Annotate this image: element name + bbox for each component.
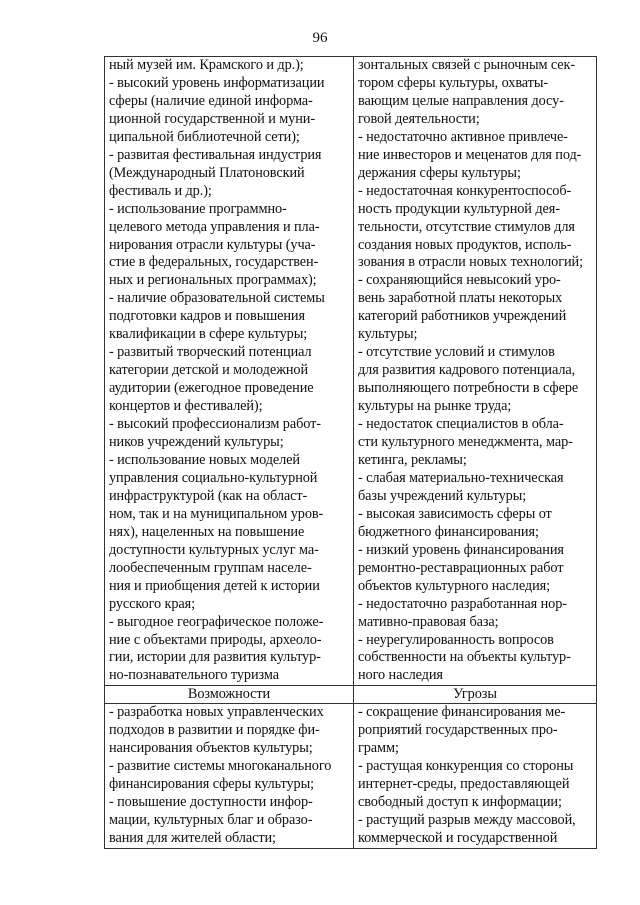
opportunities-header: Возможности [105,686,354,704]
text-line: ность продукции культурной дея- [358,200,560,217]
text-line: стие в федеральных, государствен- [109,254,319,271]
text-line: мации, культурных благ и образо- [109,812,313,829]
text-line: выполняющего потребности в сфере [358,380,579,397]
text-line: - высокий профессионализм работ- [109,416,321,433]
text-line: ного наследия [358,667,443,684]
text-line: подготовки кадров и повышения [109,308,305,325]
text-line: - отсутствие условий и стимулов [358,344,555,361]
text-line: кетинга, рекламы; [358,451,467,468]
threats-header: Угрозы [354,686,597,704]
text-line: для развития кадрового потенциала, [358,362,576,379]
text-line: - выгодное географическое положе- [109,613,324,630]
text-line: - повышение доступности инфор- [109,794,313,811]
text-line: - растущий разрыв между массовой, [358,812,576,829]
text-line: квалификации в сфере культуры; [109,326,308,343]
text-line: - высокий уровень информатизации [109,74,325,91]
text-line: нирования отрасли культуры (уча- [109,236,316,253]
text-line: - низкий уровень финансирования [358,541,564,558]
text-line: сферы (наличие единой информа- [109,92,313,109]
text-line: категории детской и молодежной [109,362,309,379]
strengths-weaknesses-row [105,57,597,686]
text-line: базы учреждений культуры; [358,487,527,504]
text-line: - недостаток специалистов в обла- [358,416,564,433]
page-number: 96 [312,30,328,46]
text-line: финансирования сферы культуры; [109,776,314,793]
header-row [105,686,597,704]
text-line: целевого метода управления и пла- [109,218,320,235]
text-line: тельности, отсутствие стимулов для [358,218,575,235]
text-line: собственности на объекты культур- [358,649,571,666]
text-line: гии, истории для развития культур- [109,649,321,666]
text-line: (Международный Платоновский [109,164,305,181]
text-line: коммерческой и государственной [358,830,558,847]
text-line: интернет-среды, предоставляющей [358,776,570,793]
text-line: подходов в развитии и порядке фи- [109,722,320,739]
opportunities-threats-row [105,704,597,849]
text-line: - наличие образовательной системы [109,290,325,307]
text-line: доступности культурных услуг ма- [109,541,319,558]
text-line: - недостаточно активное привлече- [358,128,568,145]
text-line: - сохраняющийся невысокий уро- [358,272,561,289]
text-line: - сокращение финансирования ме- [358,704,566,721]
text-line: ном, так и на муниципальном уров- [109,505,324,522]
text-line: ремонтно-реставрационных работ [358,559,564,576]
text-line: ние с объектами природы, археоло- [109,631,322,648]
text-line: бюджетного финансирования; [358,523,539,540]
text-line: роприятий государственных про- [358,722,558,739]
text-line: но-познавательного туризма [109,667,279,684]
text-line: - слабая материально-техническая [358,469,564,486]
text-line: - развитие системы многоканального [109,758,332,775]
text-line: свободный доступ к информации; [358,794,562,811]
text-line: аудитории (ежегодное проведение [109,380,314,397]
text-line: говой деятельности; [358,110,480,127]
text-line: - высокая зависимость сферы от [358,505,552,522]
text-line: создания новых продуктов, исполь- [358,236,572,253]
text-line: - растущая конкуренция со стороны [358,758,574,775]
text-line: русского края; [109,595,195,612]
text-line: ние инвесторов и меценатов для под- [358,146,582,163]
text-line: - разработка новых управленческих [109,704,324,721]
text-line: категорий работников учреждений [358,308,567,325]
text-line: - неурегулированность вопросов [358,631,554,648]
weaknesses-cell [354,57,597,686]
text-line: - недостаточно разработанная нор- [358,595,567,612]
text-line: управления социально-культурной [109,469,318,486]
text-line: ционной государственной и муни- [109,110,315,127]
text-line: - развитый творческий потенциал [109,344,312,361]
text-line: ный музей им. Крамского и др.); [109,57,304,73]
text-line: культуры; [358,326,418,343]
text-line: - использование новых моделей [109,451,300,468]
text-line: тором сферы культуры, охваты- [358,74,548,91]
text-line: ния и приобщения детей к истории [109,577,320,594]
text-line: - использование программно- [109,200,287,217]
text-line: грамм; [358,740,399,757]
threats-cell [354,704,597,849]
text-line: зонтальных связей с рыночным сек- [358,57,576,73]
opportunities-cell [105,704,354,849]
text-line: ципальной библиотечной сети); [109,128,300,145]
text-line: вень заработной платы некоторых [358,290,563,307]
text-line: инфраструктурой (как на област- [109,487,308,504]
text-line: концертов и фестивалей); [109,398,263,415]
text-line: нях), нацеленных на повышение [109,523,305,540]
text-line: сти культурного менеджмента, мар- [358,434,573,451]
text-line: - недостаточная конкурентоспособ- [358,182,572,199]
text-line: фестиваль и др.); [109,182,212,199]
text-line: зования в отрасли новых технологий; [358,254,583,271]
text-line: ников учреждений культуры; [109,434,284,451]
text-line: мативно-правовая база; [358,613,499,630]
text-line: ных и региональных программах); [109,272,317,289]
swot-table [104,56,597,849]
text-line: лообеспеченным группам населе- [109,559,312,576]
text-line: нансирования объектов культуры; [109,740,313,757]
text-line: культуры на рынке труда; [358,398,512,415]
text-line: вающим целые направления досу- [358,92,564,109]
text-line: объектов культурного наследия; [358,577,550,594]
text-line: вания для жителей области; [109,830,276,847]
text-line: - развитая фестивальная индустрия [109,146,322,163]
text-line: держания сферы культуры; [358,164,521,181]
strengths-cell [105,57,354,686]
